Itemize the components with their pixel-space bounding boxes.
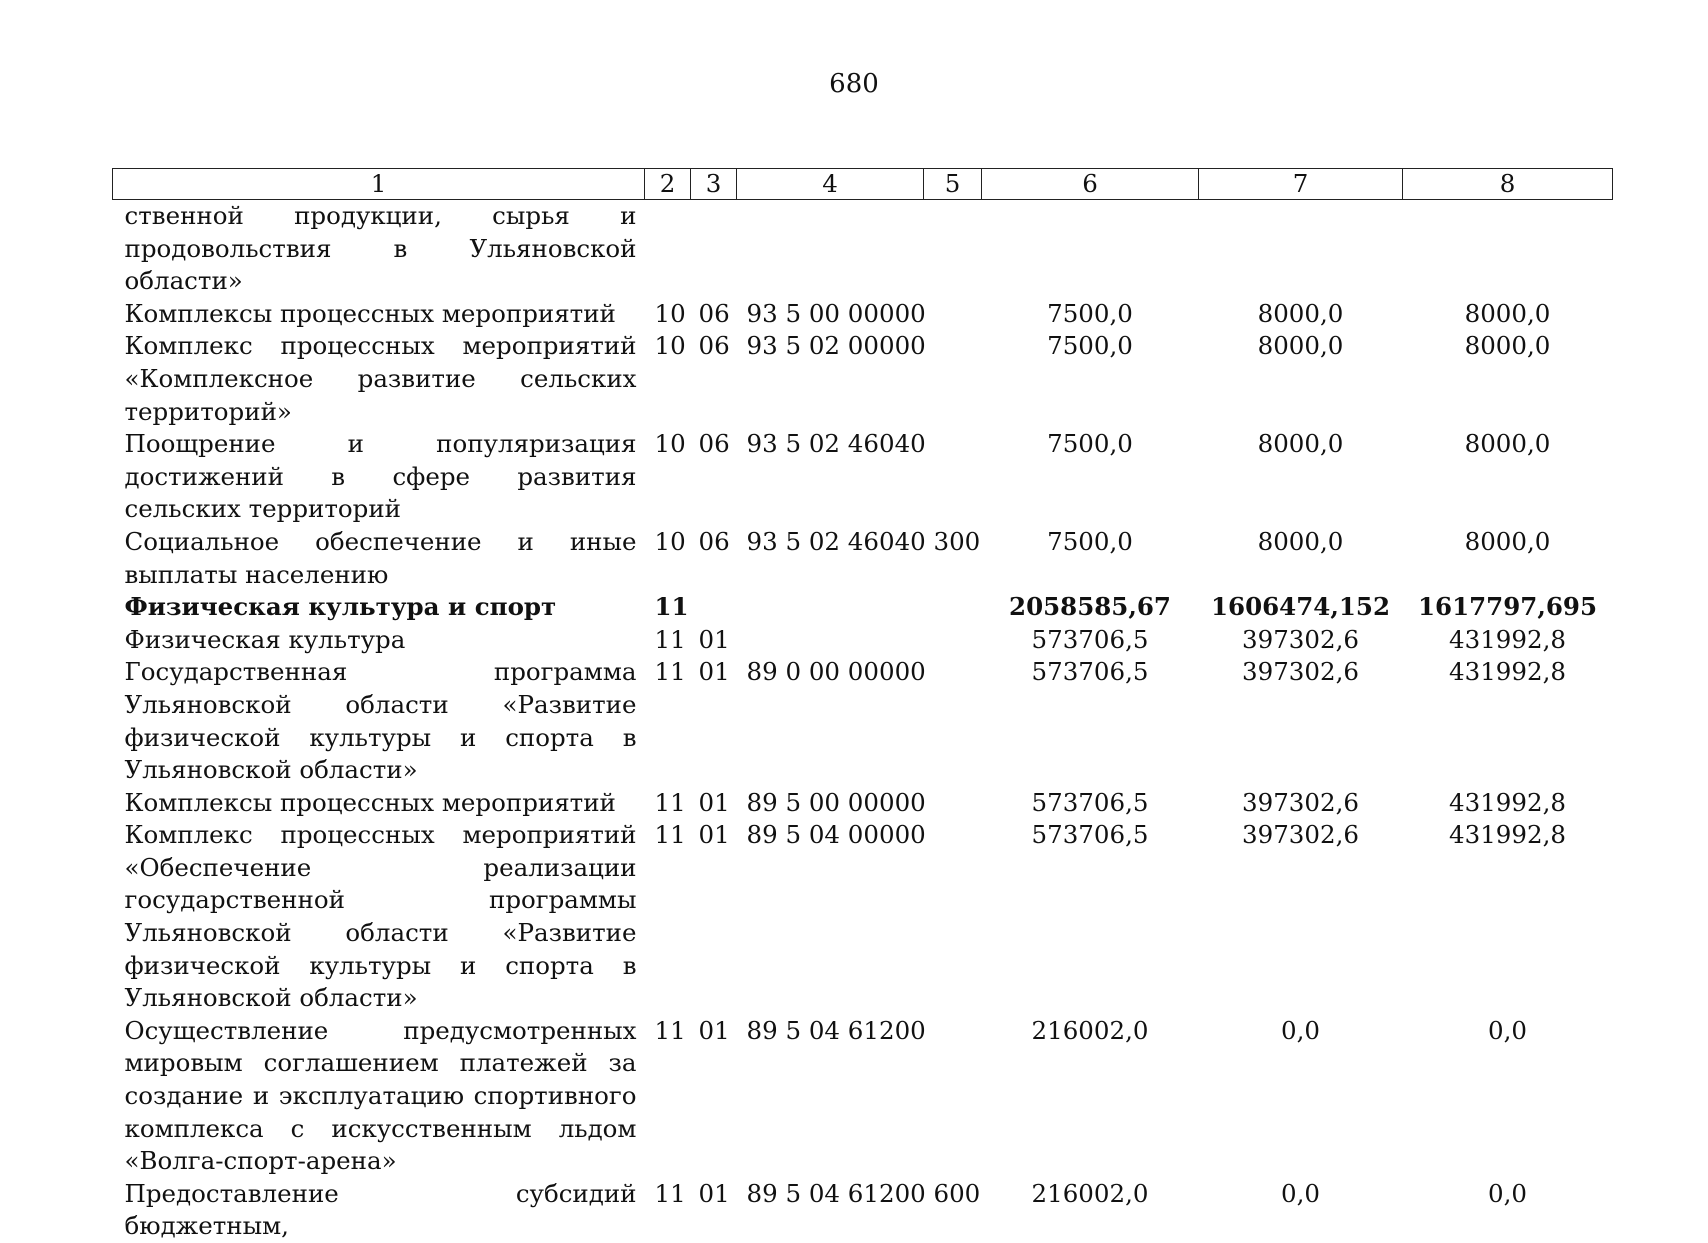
table-header xyxy=(113,169,1613,200)
row-amount-6: 7500,0 xyxy=(982,330,1199,428)
row-name: Физическая культура и спорт xyxy=(113,591,645,624)
row-target-code: 93 5 02 46040 xyxy=(737,526,924,591)
row-section xyxy=(645,200,691,298)
row-name: Комплексы процессных мероприятий xyxy=(113,787,645,820)
header-col-3: 3 xyxy=(691,169,737,200)
header-col-8: 8 xyxy=(1403,169,1613,200)
row-amount-6: 7500,0 xyxy=(982,428,1199,526)
row-target-code: 93 5 02 00000 xyxy=(737,330,924,428)
row-name: Комплекс процессных мероприятий «Комплексное развитие сельских территорий» xyxy=(113,330,645,428)
row-amount-7: 0,0 xyxy=(1199,1178,1403,1243)
table-row xyxy=(113,787,1613,820)
table-row xyxy=(113,1015,1613,1178)
row-amount-8: 1617797,695 xyxy=(1403,591,1613,624)
page-number: 680 xyxy=(0,68,1708,100)
row-subsection xyxy=(691,200,737,298)
row-name: Осуществление предусмотренных мировым соглашением платежей за создание и эксплуатацию спортивного комплекса с искусственным льдом «Волга-спорт-арена» xyxy=(113,1015,645,1178)
row-target-code xyxy=(737,591,924,624)
row-expense-type xyxy=(924,624,982,657)
row-amount-8: 431992,8 xyxy=(1403,656,1613,786)
row-subsection: 01 xyxy=(691,656,737,786)
row-amount-8: 8000,0 xyxy=(1403,428,1613,526)
table-row xyxy=(113,624,1613,657)
row-subsection xyxy=(691,591,737,624)
row-expense-type xyxy=(924,591,982,624)
row-amount-8: 8000,0 xyxy=(1403,298,1613,331)
row-section: 10 xyxy=(645,428,691,526)
row-name: Социальное обеспечение и иные выплаты населению xyxy=(113,526,645,591)
header-col-1: 1 xyxy=(113,169,645,200)
row-target-code: 93 5 02 46040 xyxy=(737,428,924,526)
row-name: Комплексы процессных мероприятий xyxy=(113,298,645,331)
table-row xyxy=(113,591,1613,624)
row-subsection: 01 xyxy=(691,1178,737,1243)
row-amount-8: 0,0 xyxy=(1403,1015,1613,1178)
row-amount-6: 573706,5 xyxy=(982,819,1199,1015)
row-target-code xyxy=(737,624,924,657)
row-subsection: 01 xyxy=(691,787,737,820)
header-col-6: 6 xyxy=(982,169,1199,200)
row-amount-6: 216002,0 xyxy=(982,1015,1199,1178)
table-row xyxy=(113,298,1613,331)
row-target-code: 89 5 00 00000 xyxy=(737,787,924,820)
row-section: 11 xyxy=(645,656,691,786)
row-section: 10 xyxy=(645,526,691,591)
row-amount-7: 0,0 xyxy=(1199,1015,1403,1178)
row-target-code: 89 5 04 61200 xyxy=(737,1178,924,1243)
row-name: Государственная программа Ульяновской области «Развитие физической культуры и спорта в Ульяновской области» xyxy=(113,656,645,786)
row-amount-7: 1606474,152 xyxy=(1199,591,1403,624)
table-row xyxy=(113,1178,1613,1243)
row-subsection: 01 xyxy=(691,624,737,657)
row-amount-7 xyxy=(1199,200,1403,298)
row-name: Физическая культура xyxy=(113,624,645,657)
row-subsection: 06 xyxy=(691,298,737,331)
row-amount-8: 431992,8 xyxy=(1403,819,1613,1015)
row-amount-7: 8000,0 xyxy=(1199,526,1403,591)
table-row xyxy=(113,526,1613,591)
row-expense-type xyxy=(924,787,982,820)
row-expense-type xyxy=(924,428,982,526)
row-amount-7: 397302,6 xyxy=(1199,624,1403,657)
row-name: Комплекс процессных мероприятий «Обеспечение реализации государственной программы Ульяновской области «Развитие физической культуры и спорта в Ульяновской области» xyxy=(113,819,645,1015)
row-expense-type xyxy=(924,200,982,298)
row-section: 11 xyxy=(645,787,691,820)
row-expense-type xyxy=(924,330,982,428)
row-amount-7: 8000,0 xyxy=(1199,428,1403,526)
row-section: 10 xyxy=(645,298,691,331)
header-col-5: 5 xyxy=(924,169,982,200)
row-name: ственной продукции, сырья и продовольствия в Ульяновской области» xyxy=(113,200,645,298)
row-expense-type xyxy=(924,819,982,1015)
row-amount-7: 8000,0 xyxy=(1199,298,1403,331)
row-amount-6: 2058585,67 xyxy=(982,591,1199,624)
row-amount-6: 7500,0 xyxy=(982,526,1199,591)
row-amount-8: 431992,8 xyxy=(1403,787,1613,820)
row-expense-type xyxy=(924,298,982,331)
row-target-code: 89 0 00 00000 xyxy=(737,656,924,786)
row-amount-6: 573706,5 xyxy=(982,624,1199,657)
row-section: 11 xyxy=(645,1178,691,1243)
row-section: 11 xyxy=(645,819,691,1015)
row-subsection: 06 xyxy=(691,428,737,526)
row-section: 11 xyxy=(645,591,691,624)
table-body xyxy=(113,200,1613,1243)
row-amount-6: 216002,0 xyxy=(982,1178,1199,1243)
table-row xyxy=(113,200,1613,298)
row-amount-8 xyxy=(1403,200,1613,298)
row-expense-type: 600 xyxy=(924,1178,982,1243)
table-row xyxy=(113,656,1613,786)
row-amount-8: 431992,8 xyxy=(1403,624,1613,657)
row-expense-type: 300 xyxy=(924,526,982,591)
row-amount-8: 8000,0 xyxy=(1403,526,1613,591)
row-subsection: 06 xyxy=(691,330,737,428)
row-subsection: 01 xyxy=(691,819,737,1015)
row-subsection: 06 xyxy=(691,526,737,591)
row-amount-8: 8000,0 xyxy=(1403,330,1613,428)
row-target-code: 93 5 00 00000 xyxy=(737,298,924,331)
table-row xyxy=(113,428,1613,526)
row-amount-8: 0,0 xyxy=(1403,1178,1613,1243)
row-expense-type xyxy=(924,1015,982,1178)
row-target-code: 89 5 04 61200 xyxy=(737,1015,924,1178)
row-section: 11 xyxy=(645,1015,691,1178)
row-amount-7: 397302,6 xyxy=(1199,656,1403,786)
row-section: 11 xyxy=(645,624,691,657)
row-amount-6: 573706,5 xyxy=(982,656,1199,786)
row-amount-6: 7500,0 xyxy=(982,298,1199,331)
row-target-code: 89 5 04 00000 xyxy=(737,819,924,1015)
table-row xyxy=(113,819,1613,1015)
row-name: Поощрение и популяризация достижений в сфере развития сельских территорий xyxy=(113,428,645,526)
header-col-2: 2 xyxy=(645,169,691,200)
header-col-4: 4 xyxy=(737,169,924,200)
row-name: Предоставление субсидий бюджетным, xyxy=(113,1178,645,1243)
row-amount-7: 8000,0 xyxy=(1199,330,1403,428)
row-target-code xyxy=(737,200,924,298)
row-section: 10 xyxy=(645,330,691,428)
row-amount-7: 397302,6 xyxy=(1199,819,1403,1015)
row-expense-type xyxy=(924,656,982,786)
row-amount-6: 573706,5 xyxy=(982,787,1199,820)
row-subsection: 01 xyxy=(691,1015,737,1178)
row-amount-7: 397302,6 xyxy=(1199,787,1403,820)
table-row xyxy=(113,330,1613,428)
budget-table xyxy=(112,168,1613,1243)
header-col-7: 7 xyxy=(1199,169,1403,200)
row-amount-6 xyxy=(982,200,1199,298)
header-row xyxy=(113,169,1613,200)
